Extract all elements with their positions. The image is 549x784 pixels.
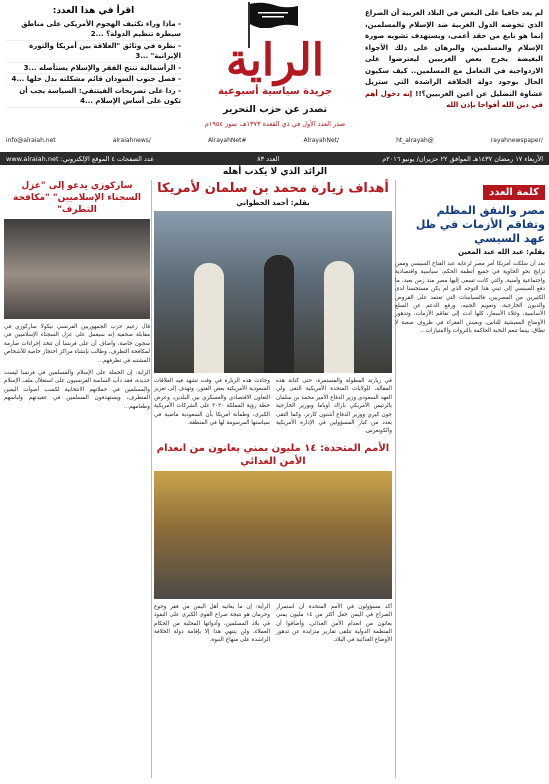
lead-quote: إنه دخول أهم في دين الله أفواجا بإذن الله (365, 89, 543, 109)
main-body-b: وجاءت هذه الزيارة في وقت تشهد فيه العلاقات السعودية الأمريكية بعض الفتور، وتهدف إلى تعزيز التعاون الاقتصادي والعسكري بين البلدين، وعرض خطة رؤية المملكة ٢٠٣٠ على الشركات الأمريكية الكبرى، وطمأنة أمريكا بأن السعودية ماضية في سياستها المرسومة لها في المنطقة. (154, 378, 270, 427)
youtube-link[interactable]: /alraiahnews (112, 137, 151, 144)
yemen-headline[interactable]: الأمم المتحدة: ١٤ مليون يمني يعانون من انعدام الأمن الغذائي (156, 442, 390, 467)
social-links (0, 137, 549, 149)
contents-item[interactable]: - الرأسمالية تنتج الفقر والإسلام يستأصله ...3 (6, 63, 181, 75)
issue-website[interactable]: عدد الصفحات ٤ الموقع الإلكتروني: www.alraiah.net (6, 154, 155, 163)
meeting-photo (154, 211, 392, 373)
contents-item[interactable]: - ردا على تصريحات الفيتنفي: السياسة يجب أن تكون على أساس الإسلام ...4 (6, 86, 181, 108)
email-link[interactable]: info@alraiah.net (6, 137, 56, 144)
side-title[interactable]: ساركوزي يدعو إلى "عزل السجناء الإسلاميين" "مكافحة التطرف" (13, 181, 141, 215)
contents-box (6, 6, 181, 108)
editorial-column (395, 180, 545, 780)
contents-item[interactable]: - نظرة في وثائق "العلاقة بين أمريكا والثورة الإيرانية" ...3 (6, 41, 181, 63)
side-body: قال زعيم حزب الجمهوريين الفرنسي نيكولا ساركوزي في مقابلة صحفية إنه سيعمل على عزل السجناء الإسلاميين في سجون خاصة، وأضاف أن على فرنسا أن تتخذ إجراءات صارمة لمكافحة التطرف، وطالب بإنشاء مراكز احتجاز خاصة للأشخاص المشتبه في تطرفهم... (4, 324, 150, 364)
lead-box (365, 8, 543, 112)
contents-title: اقرأ في هذا العدد: (52, 6, 135, 16)
lead-text: لم يعد خافيا على البعض في البلاد الغربية أن الصراع الذي تخوضه الدول الغربية ضد الإسلام والمسلمين، إنما هو نابع من حقد أعمى، ويستهدف تشويه صورة الإسلام والمسلمين، والبرهان على ذلك الأجواء البغيضة يخرج بعض الغربيين ليعترضوا على الازدواجية في التعامل مع المسلمين.. كيف سكيون الحال بوجود دولة الخلافة الراشدة التي ستزيل غشاوة التضليل عن أعين الغربيين؟!! (365, 9, 544, 98)
motto: الرائد الذي لا يكذب أهله (222, 167, 328, 177)
googleplus-link[interactable]: /AlrayahNet (303, 137, 340, 144)
tagline: جريدة سياسية أسبوعية (217, 86, 333, 97)
editorial-body: بعد أن سلكت أمريكا أمر مصر لرعاية عبد الفتاح السيسي وممن تزايج نحو الحاوية في جميع أنظمة الحكم، سياسية واقتصادية واجتماعية وأمنية، والتي كانت تسعى إليها مصر منذ زمن بعيد، ما دفع السيسي إلى تبني هذا التوجه الذي لم يكن مستحسنا لدى الكثيرين من المصريين، فالسياسات التي تعتمد على القروض والديون الخارجية، وتعويم الجنيه، ورفع الدعم عن السلع الأساسية، وغلاء الأسعار، كلها أدت إلى تفاقم الأزمات، وتدهور الأوضاع المعيشية للناس، ويعيش الفقراء في ظروف صعبة لا تطاق، بينما تنعم النخبة الحاكمة بالثروات والامتيازات... (395, 261, 545, 335)
main-body-a: في زيارته المطولة والمستمرة، حتى كتابة هذه المقالة، للولايات المتحدة الأمريكية التقى ولي العهد السعودي وزير الدفاع الأمير محمد بن سلمان بالرئيس الأمريكي باراك أوباما وبوزير الخارجية جون كيري ووزير الدفاع آشتون كارتر، وكما التقى بعدد من كبار المسؤولين في الإدارة الأمريكية والكونغرس. (276, 378, 392, 435)
sarkozy-photo (4, 219, 150, 319)
main-article (154, 180, 392, 780)
date-bar (0, 152, 549, 165)
main-byline: بقلم: أحمد الخطواني (236, 199, 310, 207)
side-article (4, 180, 150, 780)
column-divider (151, 180, 152, 778)
newspaper-logo: الراية (226, 35, 324, 86)
yemen-photo (154, 471, 392, 599)
header (0, 0, 549, 140)
contents-item[interactable]: - فصل جنوب السودان قائم مشكلته بدل حلها ...4 (6, 74, 181, 86)
masthead (190, 0, 360, 132)
figure-2 (264, 255, 294, 373)
figure-3 (324, 261, 354, 373)
publisher: تصدر عن حزب التحرير (222, 104, 328, 115)
flag-icon (250, 2, 298, 28)
editorial-title[interactable]: مصر والنفق المظلم وتفاقم الأزمات في ظل عهد السيسي (415, 204, 545, 245)
side-comment: الراية: إن الحملة على الإسلام والمسلمين في فرنسا ليست جديدة، فقد دأب الساسة الفرنسيون على استغلال ملف الإسلام والمسلمين في حملاتهم الانتخابية لكسب أصوات اليمين المتطرف، ويستهدفون المسلمين في عقيدتهم ولباسهم وطعامهم... (4, 370, 150, 410)
issue-date: الأربعاء ١٧ رمضان ١٤٣٧هـ الموافق ٢٢ حزيران/ يونيو ٢٠١٦م (382, 154, 543, 163)
main-title[interactable]: أهداف زيارة محمد بن سلمان لأمريكا (157, 181, 389, 196)
since-note: صدر العدد الأول في ذي القعدة ١٣٧٣هـ، تموز ١٩٥٤م (204, 120, 346, 128)
twitter-link[interactable]: @ht_alrayah (396, 137, 434, 144)
figure-1 (194, 263, 224, 373)
yemen-text-columns (154, 603, 392, 645)
contents-item[interactable]: - ماذا وراء تكثيف الهجوم الأمريكي على مناطق سيطرة تنظيم الدولة؟ ...2 (6, 19, 181, 41)
facebook-link[interactable]: /rayahnewspaper (490, 137, 543, 144)
editorial-byline: بقلم: عبد الله عبد المعين (458, 248, 545, 256)
issue-number: العدد ٨٣ (257, 154, 280, 163)
editorial-tag: كلمة العدد (483, 185, 545, 200)
yemen-body-a: أكد مسؤولون في الأمم المتحدة أن استمرار الصراع في اليمن جعل أكثر من ١٤ مليون يمني يعانون من انعدام الأمن الغذائي، وأضافوا أن المنظمة الدولية تتلقى تقارير متزايدة عن تدهور الأوضاع الغذائية في البلاد. (276, 603, 393, 644)
yemen-body-b: الرأية: إن ما يعانيه أهل اليمن من فقر وجوع وحرمان هو نتيجة صراع القوى الكبرى على النفوذ في بلاد المسلمين، وأدواتها المحلية من الحكام العملاء، ولن ينتهي هذا إلا بإقامة دولة الخلافة الراشدة على منهاج النبوة. (154, 603, 270, 644)
main-text-columns (154, 377, 392, 436)
hashtag-link[interactable]: #AlrayahNet (207, 137, 247, 144)
